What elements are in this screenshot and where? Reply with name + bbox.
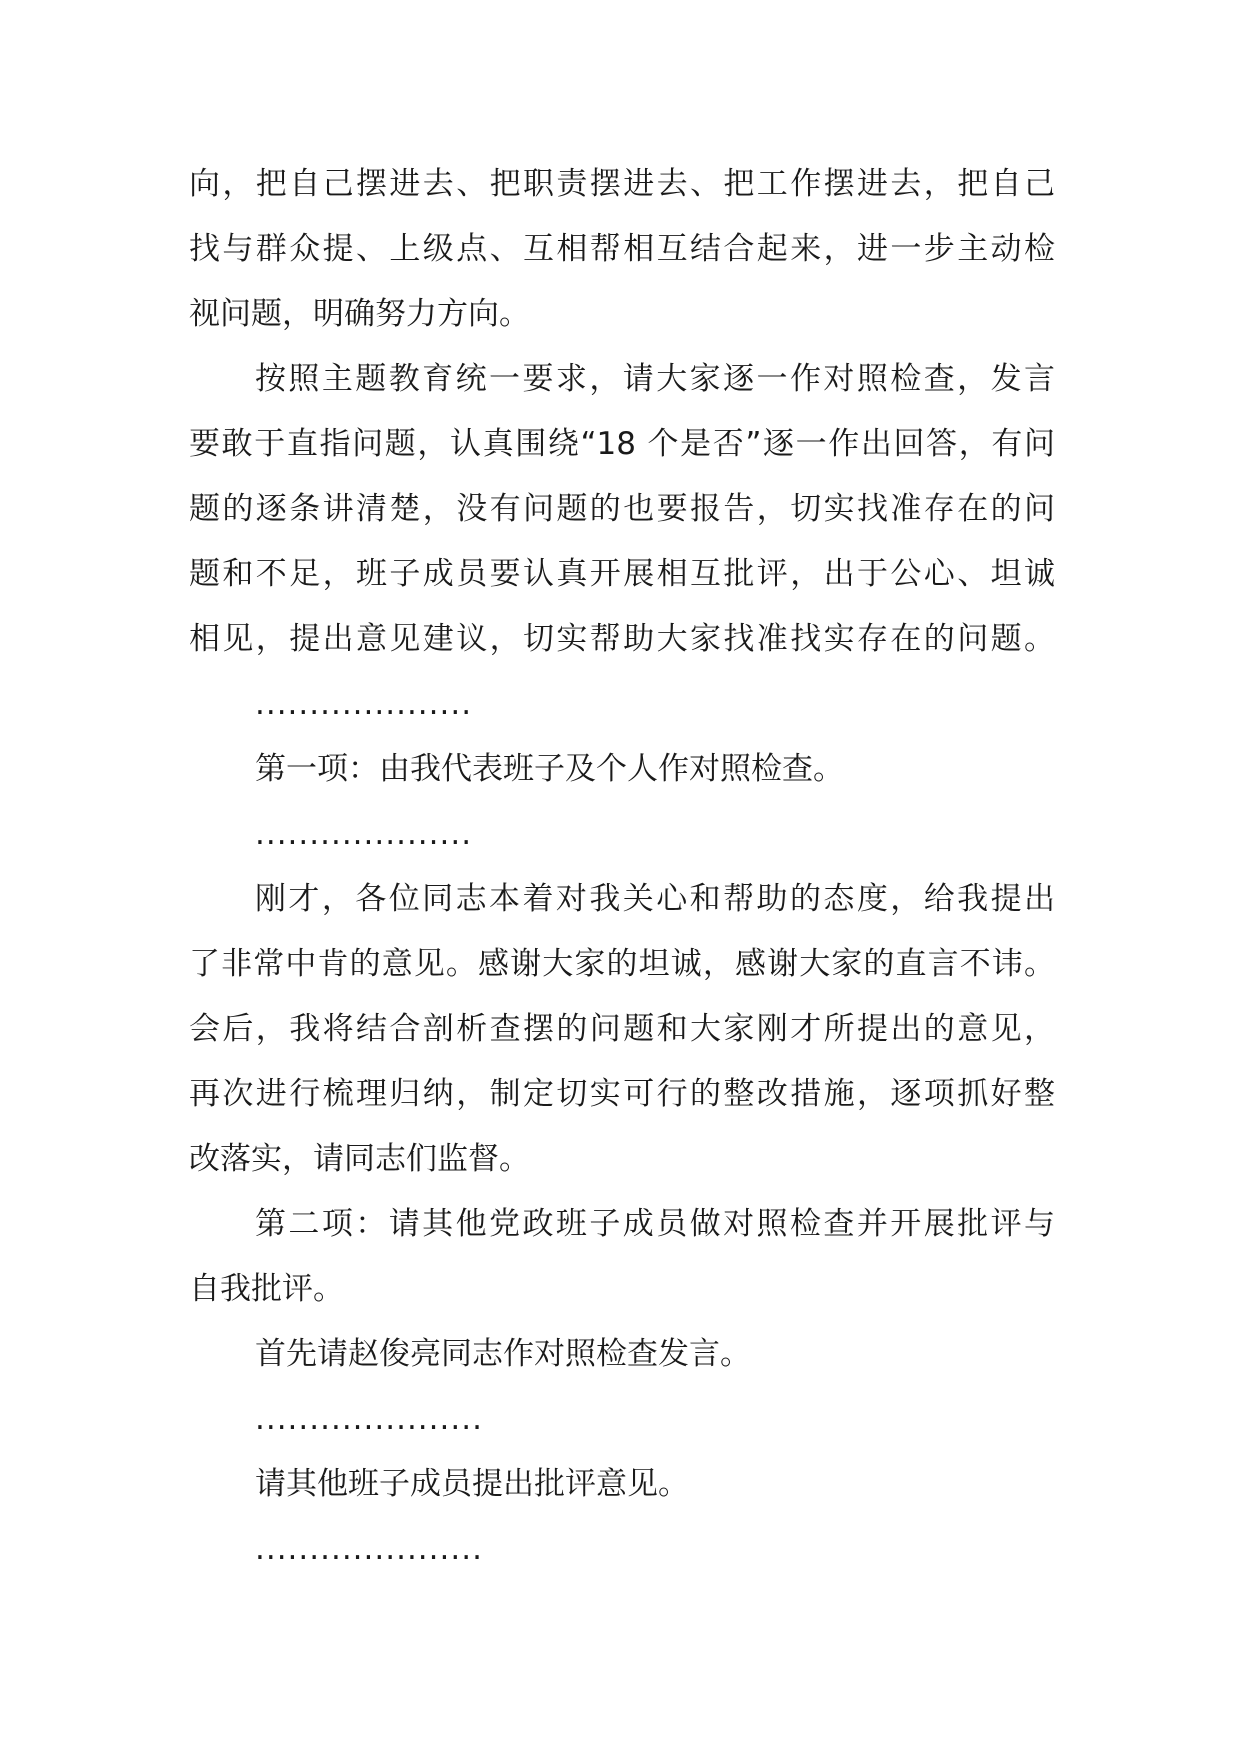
text-line: 题和不足，班子成员要认真开展相互批评，出于公心、坦诚 [189,556,1055,592]
paragraph-first-line: 刚才，各位同志本着对我关心和帮助的态度，给我提出 [255,881,1055,917]
text-line: 自我批评。 [189,1271,344,1307]
document-body [189,152,1055,1582]
text-line: 视问题，明确努力方向。 [189,296,530,332]
text-line: 会后，我将结合剖析查摆的问题和大家刚才所提出的意见， [189,1011,1055,1047]
ellipsis-separator: ..................... [255,1531,483,1567]
text-line: 要敢于直指问题，认真围绕“18 个是否”逐一作出回答，有问 [189,426,1055,462]
agenda-item-two: 第二项：请其他党政班子成员做对照检查并开展批评与 [255,1206,1055,1242]
paragraph-first-line: 按照主题教育统一要求，请大家逐一作对照检查，发言 [255,361,1055,397]
text-line: 向，把自己摆进去、把职责摆进去、把工作摆进去，把自己 [189,166,1055,202]
ellipsis-separator: .................... [255,816,473,852]
text-line: 改落实，请同志们监督。 [189,1141,530,1177]
text-line: 找与群众提、上级点、互相帮相互结合起来，进一步主动检 [189,231,1055,267]
text-line: 题的逐条讲清楚，没有问题的也要报告，切实找准存在的问 [189,491,1055,527]
agenda-item-one: 第一项：由我代表班子及个人作对照检查。 [255,751,844,787]
text-line: 了非常中肯的意见。感谢大家的坦诚，感谢大家的直言不讳。 [189,946,1055,982]
ellipsis-separator: ..................... [255,1401,483,1437]
text-line: 相见，提出意见建议，切实帮助大家找准找实存在的问题。 [189,621,1055,657]
criticism-invitation: 请其他班子成员提出批评意见。 [255,1466,689,1502]
text-line: 再次进行梳理归纳，制定切实可行的整改措施，逐项抓好整 [189,1076,1055,1112]
ellipsis-separator: .................... [255,686,473,722]
speaker-invitation: 首先请赵俊亮同志作对照检查发言。 [255,1336,751,1372]
